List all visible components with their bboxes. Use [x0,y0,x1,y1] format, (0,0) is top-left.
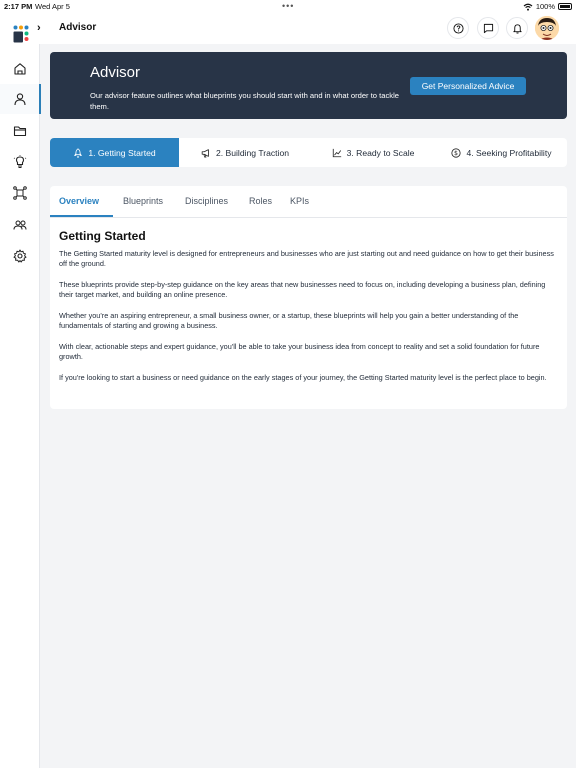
get-personalized-advice-button[interactable]: Get Personalized Advice [410,77,526,95]
user-avatar[interactable] [535,16,559,40]
tab-getting-started[interactable] [50,138,179,167]
battery-percent: 100% [535,2,555,11]
status-date: Wed Apr 5 [35,2,70,11]
content-paragraph: These blueprints provide step-by-step guidance on the key areas that new businesses need to focus on, including developing a business plan, defining their target market, and building an online presence. [59,280,546,299]
tab-seeking-profitability[interactable] [436,138,567,167]
sidebar-item-ideas[interactable] [0,147,40,177]
svg-text:$: $ [454,149,459,157]
multitask-dots-icon[interactable]: ••• [282,1,295,11]
sidebar-item-team[interactable] [0,210,40,240]
subtab-disciplines[interactable]: Disciplines [185,196,229,206]
notifications-button[interactable] [506,17,528,39]
network-icon [13,186,27,200]
user-icon [13,92,27,106]
team-icon [13,218,27,232]
bell-icon [512,23,523,34]
tab-seeking-profitability-label: 4. Seeking Profitability [466,147,552,158]
messages-button[interactable] [477,17,499,39]
sidebar [0,44,40,768]
content-body [59,249,561,394]
wifi-icon [523,3,533,11]
sidebar-item-advisor[interactable] [0,84,40,114]
content-paragraph: With clear, actionable steps and expert guidance, you'll be able to take your business idea from concept to reality and set a solid foundation for future growth. [59,342,540,361]
folder-icon [13,124,27,138]
subtab-kpis[interactable]: KPIs [290,196,310,206]
content-paragraph: Whether you're an aspiring entrepreneur, a small business owner, or a startup, these blueprints will help you gain a better understanding of the fundamentals of starting and growing a business. [59,311,519,330]
sidebar-expand-chevron-icon[interactable]: › [37,22,41,34]
subtab-roles[interactable]: Roles [249,196,273,206]
settings-icon [13,249,27,263]
subtab-blueprints[interactable]: Blueprints [123,196,164,206]
help-button[interactable] [447,17,469,39]
app-logo-icon[interactable] [13,25,31,43]
tab-building-traction-label: 2. Building Traction [215,147,290,158]
megaphone-icon [200,148,211,158]
tab-ready-to-scale-label: 3. Ready to Scale [346,147,415,158]
page-title: Advisor [59,22,97,33]
tab-ready-to-scale[interactable] [310,138,436,167]
status-bar [0,0,576,12]
tab-getting-started-label: 1. Getting Started [88,147,156,158]
maturity-level-tabs [50,138,567,167]
subtab-overview[interactable]: Overview [59,196,100,206]
sidebar-item-home[interactable] [0,54,40,84]
lightbulb-icon [13,155,27,169]
content-sub-tabs [50,186,567,218]
tab-building-traction[interactable] [179,138,310,167]
content-paragraph: The Getting Started maturity level is designed for entrepreneurs and businesses who are just starting out and need guidance on how to get their business off the ground. [59,249,554,268]
sidebar-item-files[interactable] [0,116,40,146]
maturity-content-card [50,186,567,409]
status-right [523,2,572,11]
content-paragraph: If you're looking to start a business or need guidance on the early stages of your journey, the Getting Started maturity level is the perfect place to begin. [59,373,547,382]
help-icon [453,23,464,34]
battery-icon [558,3,572,10]
rocket-icon [73,148,83,158]
content-title: Getting Started [59,229,146,243]
chat-icon [483,23,494,34]
chart-line-icon [332,148,342,158]
app-header [0,12,576,44]
advisor-banner [50,52,567,119]
banner-title: Advisor [90,64,141,81]
active-subtab-indicator [50,215,113,217]
status-time: 2:17 PM [4,2,33,11]
banner-description: Our advisor feature outlines what blueprints you should start with and in what order to tackle them. [90,91,399,111]
sidebar-item-settings[interactable] [0,241,40,271]
avatar-image [535,16,559,40]
dollar-circle-icon [451,148,461,158]
home-icon [13,62,27,76]
sidebar-item-network[interactable] [0,178,40,208]
